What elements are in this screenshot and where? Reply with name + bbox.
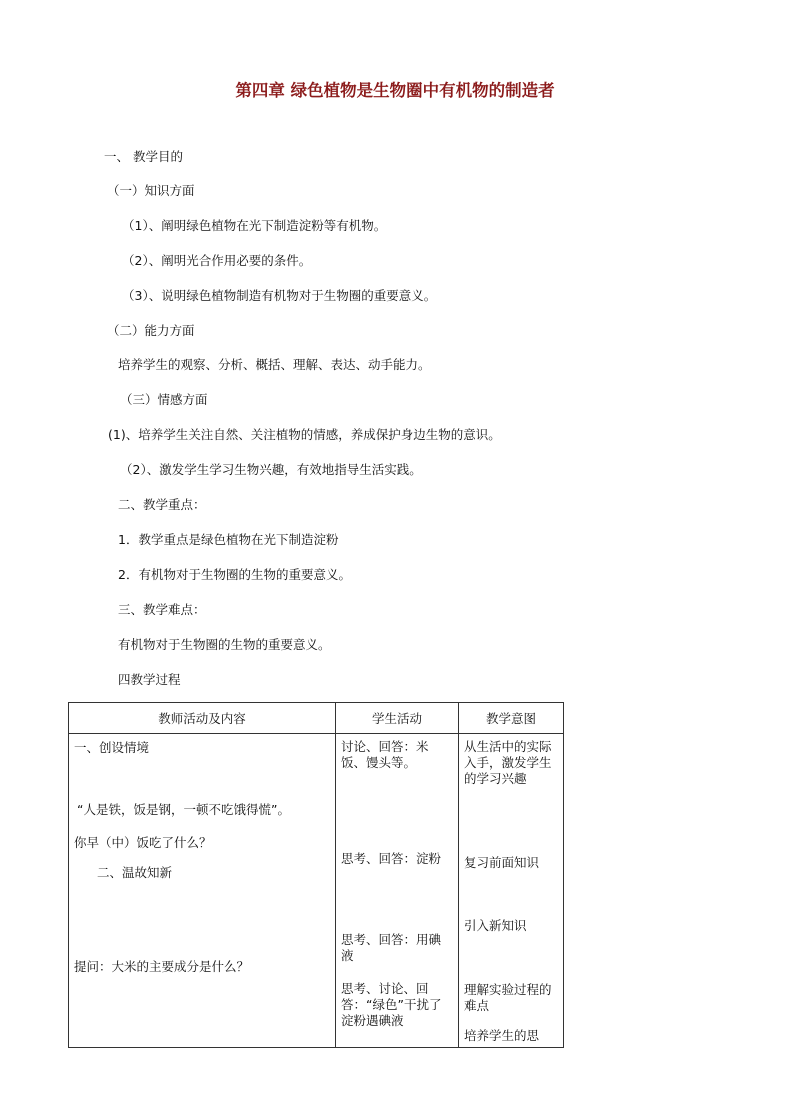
cell-text: 复习前面知识 [464, 855, 540, 870]
cell-text: 提问：大米的主要成分是什么？ [74, 959, 250, 974]
cell-text: 培养学生的思 [464, 1028, 540, 1043]
objective-item: （1）、阐明绿色植物在光下制造淀粉等有机物。 [122, 218, 387, 233]
paragraph: 培养学生的观察、分析、概括、理解、表达、动手能力。 [118, 357, 431, 372]
key-point-item: 2．有机物对于生物圈的生物的重要意义。 [118, 567, 351, 582]
section-heading: 一、 教学目的 [104, 149, 183, 164]
cell-text: 引入新知识 [464, 918, 527, 933]
teacher-activity-cell [69, 734, 336, 1048]
student-activity-cell [336, 734, 459, 1048]
sub-heading: （一）知识方面 [107, 183, 195, 198]
cell-text: 理解实验过程的难点 [464, 982, 552, 1013]
cell-text: 你早（中）饭吃了什么？ [74, 835, 212, 850]
table-row [69, 734, 564, 1048]
cell-text: 一、创设情境 [74, 740, 150, 755]
table-header: 教师活动及内容 [69, 703, 336, 734]
cell-text: 思考、回答：淀粉 [341, 851, 442, 866]
cell-text: 讨论、回答：米饭、馒头等。 [341, 739, 429, 770]
table-header: 学生活动 [336, 703, 459, 734]
sub-heading: （三）情感方面 [120, 392, 208, 407]
cell-text: 从生活中的实际入手，激发学生的学习兴趣 [464, 739, 552, 786]
cell-text: 思考、回答：用碘液 [341, 932, 442, 963]
key-point-item: 1．教学重点是绿色植物在光下制造淀粉 [118, 532, 339, 547]
teaching-process-table [68, 702, 564, 1048]
sub-heading: （二）能力方面 [107, 323, 195, 338]
paragraph: 有机物对于生物圈的生物的重要意义。 [118, 637, 331, 652]
objective-item: （2）、阐明光合作用必要的条件。 [122, 253, 312, 268]
cell-text: 二、温故知新 [97, 865, 173, 880]
objective-item: （2）、激发学生学习生物兴趣，有效地指导生活实践。 [120, 462, 422, 477]
objective-item: （3）、说明绿色植物制造有机物对于生物圈的重要意义。 [122, 288, 437, 303]
chapter-title: 第四章 绿色植物是生物圈中有机物的制造者 [235, 81, 555, 100]
section-heading: 二、教学重点： [118, 497, 206, 512]
section-heading: 三、教学难点： [118, 602, 206, 617]
objective-item: (1)、培养学生关注自然、关注植物的情感，养成保护身边生物的意识。 [108, 427, 501, 442]
teaching-intent-cell [459, 734, 564, 1048]
section-heading: 四教学过程 [118, 672, 181, 687]
table-header: 教学意图 [459, 703, 564, 734]
cell-text: “人是铁，饭是钢，一顿不吃饿得慌”。 [77, 802, 290, 817]
cell-text: 思考、讨论、回答：“绿色”干扰了淀粉遇碘液 [341, 981, 442, 1028]
table-header-row [69, 703, 564, 734]
